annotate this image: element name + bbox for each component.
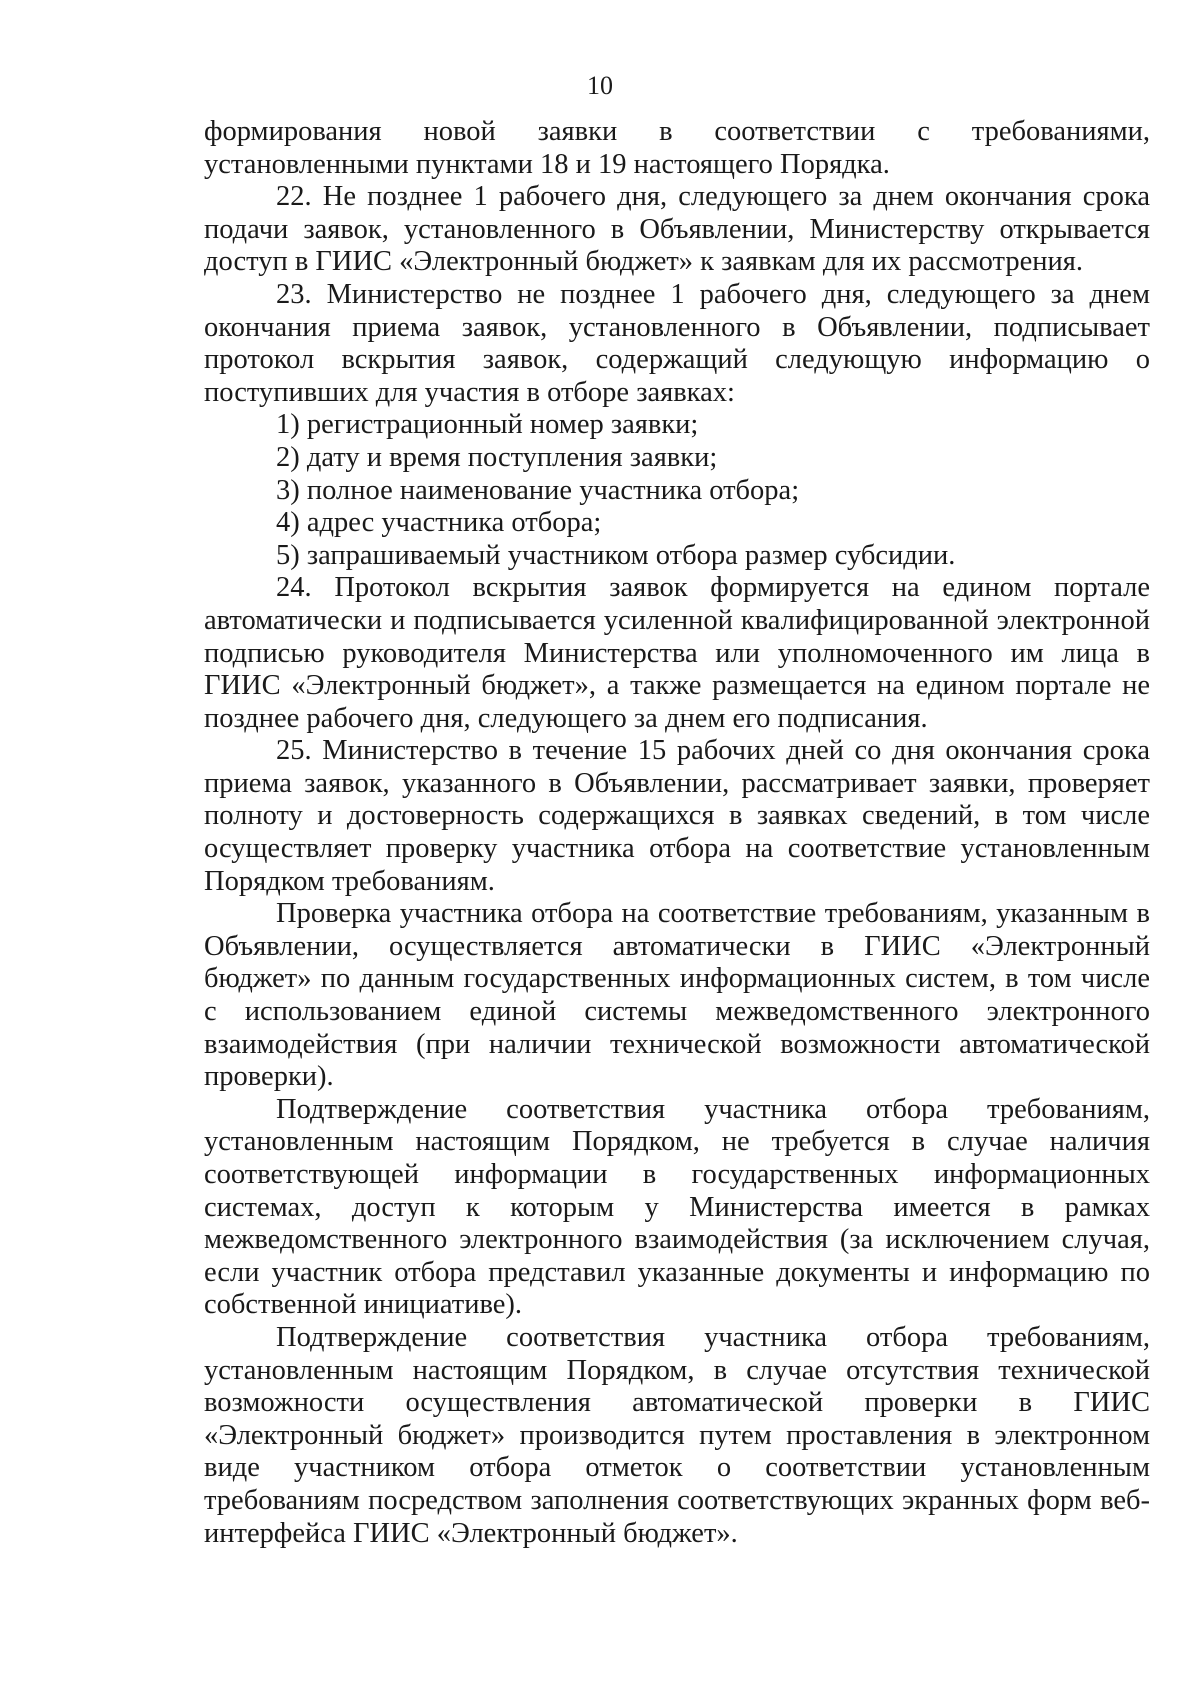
list-item-1: 1) регистрационный номер заявки; <box>276 409 699 441</box>
document-body <box>204 116 1150 1550</box>
paragraph-continuation: формирования новой заявки в соответствии с требованиями, установленными пунктами 18 и 19 настоящего Порядка. <box>204 116 1150 180</box>
paragraph-24: 24. Протокол вскрытия заявок формируется на едином портале автоматически и подписывается усиленной квалифицированной электронной подписью руководителя Министерства или уполномоченного им лица в ГИИС «Электронный бюджет», а также размещается на едином портале не позднее рабочего дня, следующего за днем его подписания. <box>204 572 1150 734</box>
paragraph-confirmation-not-required: Подтверждение соответствия участника отбора требованиям, установленным настоящим Порядком, не требуется в случае наличия соответствующей информации в государственных информационных системах, доступ к которым у Министерства имеется в рамках межведомственного электронного взаимодействия (за исключением случая, если участник отбора представил указанные документы и информацию по собственной инициативе). <box>204 1093 1150 1321</box>
list-item-2: 2) дату и время поступления заявки; <box>276 441 718 473</box>
paragraph-manual-confirmation: Подтверждение соответствия участника отбора требованиям, установленным настоящим Порядком, в случае отсутствия технической возможности осуществления автоматической проверки в ГИИС «Электронный бюджет» производится путем проставления в электронном виде участником отбора отметок о соответствии установленным требованиям посредством заполнения соответствующих экранных форм веб-интерфейса ГИИС «Электронный бюджет». <box>204 1321 1150 1549</box>
list-item-4: 4) адрес участника отбора; <box>276 507 602 539</box>
paragraph-25: 25. Министерство в течение 15 рабочих дней со дня окончания срока приема заявок, указанного в Объявлении, рассматривает заявки, проверяет полноту и достоверность содержащихся в заявках сведений, в том числе осуществляет проверку участника отбора на соответствие установленным Порядком требованиям. <box>204 735 1150 897</box>
list-item-3: 3) полное наименование участника отбора; <box>276 474 800 506</box>
page-number: 10 <box>587 71 613 100</box>
paragraph-automatic-check: Проверка участника отбора на соответствие требованиям, указанным в Объявлении, осуществляется автоматически в ГИИС «Электронный бюджет» по данным государственных информационных систем, в том числе с использованием единой системы межведомственного электронного взаимодействия (при наличии технической возможности автоматической проверки). <box>204 898 1150 1093</box>
paragraph-23: 23. Министерство не позднее 1 рабочего дня, следующего за днем окончания приема заявок, установленного в Объявлении, подписывает протокол вскрытия заявок, содержащий следующую информацию о поступивших для участия в отборе заявках: <box>204 278 1150 408</box>
list-item-5: 5) запрашиваемый участником отбора размер субсидии. <box>276 539 956 571</box>
paragraph-22: 22. Не позднее 1 рабочего дня, следующего за днем окончания срока подачи заявок, установленного в Объявлении, Министерству открывается доступ в ГИИС «Электронный бюджет» к заявкам для их рассмотрения. <box>204 181 1150 278</box>
